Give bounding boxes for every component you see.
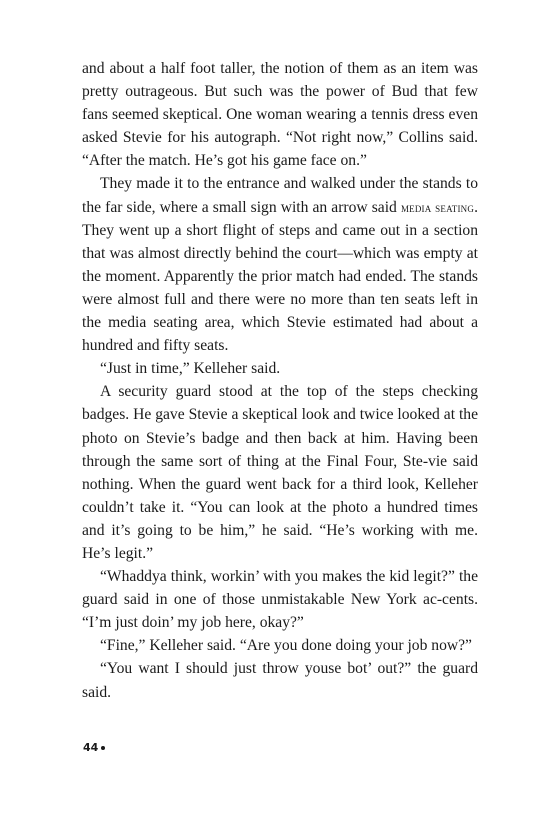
paragraph-text: A security guard stood at the top of the steps checking badges. He gave Stevie a skeptical look and twice looked at the photo on Stevie’s badge and then back at him. Having been through the same sort of thing at the Final Four, Ste-vie said nothing. When the guard went back for a third look, Kelleher couldn’t take it. “You can look at the photo a hundred times and it’s going to be him,” he said. “He’s working with me. He’s legit.” <box>82 383 478 562</box>
paragraph-text: “Fine,” Kelleher said. “Are you done doing your job now?” <box>100 637 472 655</box>
paragraph-text: . They went up a short flight of steps and came out in a section that was almost directly behind the court—which was empty at the moment. Apparently the prior match had ended. The stands were almost full and there were no more than ten seats left in the media seating area, which Stevie estimated had about a hundred and fifty seats. <box>82 198 478 355</box>
paragraph <box>82 57 478 172</box>
paragraph <box>82 657 478 703</box>
paragraph <box>82 565 478 634</box>
page-number <box>83 741 105 754</box>
bullet-icon <box>101 746 105 750</box>
page-number-text: 44 <box>83 741 99 754</box>
paragraph-text: “Whaddya think, workin’ with you makes the kid legit?” the guard said in one of those unmistakable New York ac-cents. “I’m just doin’ my job here, okay?” <box>82 568 478 632</box>
paragraph <box>82 357 478 380</box>
paragraph-text: “Just in time,” Kelleher said. <box>100 360 281 378</box>
paragraph-text: and about a half foot taller, the notion of them as an item was pretty outrageous. But such was the power of Bud that few fans seemed skeptical. One woman wearing a tennis dress even asked Stevie for his autograph. “Not right now,” Collins said. “After the match. He’s got his game face on.” <box>82 60 478 170</box>
page-body <box>82 57 478 704</box>
sign-text: media seating <box>400 199 475 215</box>
paragraph-text: “You want I should just throw youse bot’ out?” the guard said. <box>82 660 478 701</box>
paragraph-text: They made it to the entrance and walked under the stands to the far side, where a small sign with an arrow said <box>82 175 478 216</box>
paragraph <box>82 634 478 657</box>
paragraph <box>82 380 478 565</box>
paragraph <box>82 172 478 357</box>
